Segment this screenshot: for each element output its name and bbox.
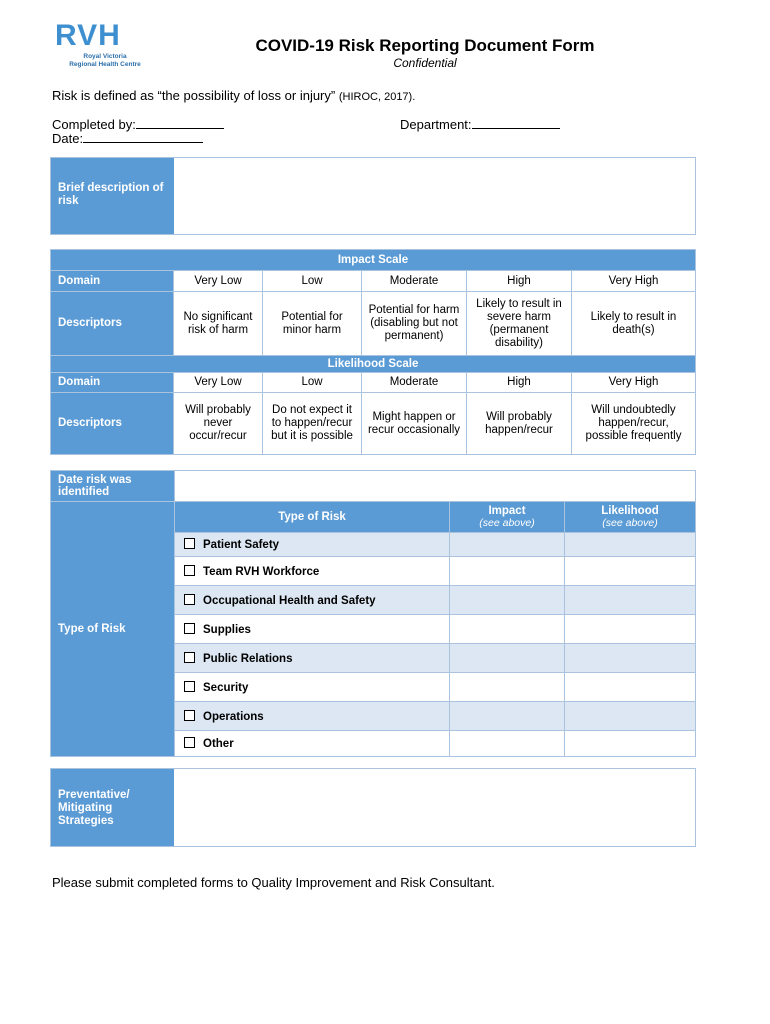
risk-item-label: Supplies (203, 623, 251, 636)
risk-item-operations[interactable] (175, 702, 450, 731)
department-line[interactable] (472, 116, 560, 129)
likelihood-cell[interactable] (565, 615, 696, 644)
type-of-risk-header: Type of Risk (175, 502, 450, 533)
checkbox[interactable] (184, 538, 195, 549)
impact-descriptors-label: Descriptors (51, 292, 174, 356)
impact-level: High (467, 271, 572, 292)
likelihood-descriptor: Will probably never occur/recur (174, 393, 263, 455)
impact-domain-label: Domain (51, 271, 174, 292)
impact-cell[interactable] (450, 702, 565, 731)
checkbox[interactable] (184, 681, 195, 692)
likelihood-level: Low (263, 373, 362, 393)
likelihood-level: Very Low (174, 373, 263, 393)
impact-likelihood-table (50, 249, 696, 455)
checkbox[interactable] (184, 594, 195, 605)
likelihood-level: Moderate (362, 373, 467, 393)
impact-descriptor: No significant risk of harm (174, 292, 263, 356)
impact-cell[interactable] (450, 644, 565, 673)
risk-item-security[interactable] (175, 673, 450, 702)
logo-line2: Regional Health Centre (69, 61, 141, 68)
likelihood-descriptor: Will undoubtedly happen/recur, possible frequently (572, 393, 696, 455)
risk-item-label: Other (203, 738, 234, 750)
likelihood-descriptors-label: Descriptors (51, 393, 174, 455)
footer-note: Please submit completed forms to Quality Improvement and Risk Consultant. (52, 875, 495, 890)
date-identified-label: Date risk was identified (51, 471, 175, 502)
impact-scale-title: Impact Scale (51, 250, 696, 271)
impact-cell[interactable] (450, 731, 565, 757)
risk-item-label: Team RVH Workforce (203, 565, 320, 578)
logo-subtitle (59, 53, 151, 69)
impact-level: Very High (572, 271, 696, 292)
likelihood-cell[interactable] (565, 731, 696, 757)
risk-item-label: Public Relations (203, 652, 293, 665)
definition-citation: (HIROC, 2017). (338, 91, 416, 103)
risk-item-other[interactable] (175, 731, 450, 757)
department-label: Department: (400, 117, 472, 132)
impact-descriptor: Likely to result in severe harm (permanent disability) (467, 292, 572, 356)
logo-letters: RVH (55, 19, 121, 52)
likelihood-header (565, 502, 696, 533)
likelihood-header-label: Likelihood (601, 505, 659, 517)
impact-cell[interactable] (450, 615, 565, 644)
impact-descriptor: Likely to result in death(s) (572, 292, 696, 356)
checkbox[interactable] (184, 710, 195, 721)
likelihood-descriptor: Might happen or recur occasionally (362, 393, 467, 455)
checkbox[interactable] (184, 623, 195, 634)
completed-by-line[interactable] (136, 116, 224, 129)
date-field[interactable] (52, 130, 203, 146)
impact-header-label: Impact (488, 505, 526, 517)
likelihood-cell[interactable] (565, 673, 696, 702)
checkbox[interactable] (184, 737, 195, 748)
likelihood-level: High (467, 373, 572, 393)
impact-cell[interactable] (450, 557, 565, 586)
department-field[interactable] (400, 116, 560, 132)
risk-item-label: Security (203, 681, 249, 694)
checkbox[interactable] (184, 652, 195, 663)
description-box[interactable] (50, 157, 696, 235)
risk-item-label: Occupational Health and Safety (203, 594, 376, 607)
impact-cell[interactable] (450, 586, 565, 615)
likelihood-level: Very High (572, 373, 696, 393)
likelihood-domain-label: Domain (51, 373, 174, 393)
likelihood-cell[interactable] (565, 586, 696, 615)
risk-item-patient-safety[interactable] (175, 533, 450, 557)
page-subtitle: Confidential (393, 56, 457, 70)
impact-descriptor: Potential for harm (disabling but not permanent) (362, 292, 467, 356)
likelihood-cell[interactable] (565, 644, 696, 673)
definition-text: Risk is defined as “the possibility of loss or injury” (52, 88, 336, 103)
risk-item-label: Operations (203, 710, 264, 723)
likelihood-cell[interactable] (565, 557, 696, 586)
page-title: COVID-19 Risk Reporting Document Form (255, 36, 595, 55)
risk-definition (52, 88, 415, 103)
likelihood-cell[interactable] (565, 702, 696, 731)
preventative-box[interactable] (50, 768, 696, 847)
impact-see-above: (see above) (479, 517, 535, 529)
impact-level: Very Low (174, 271, 263, 292)
date-identified-input[interactable] (175, 471, 696, 502)
likelihood-descriptor: Do not expect it to happen/recur but it is possible (263, 393, 362, 455)
impact-cell[interactable] (450, 673, 565, 702)
completed-by-label: Completed by: (52, 117, 136, 132)
likelihood-scale-title: Likelihood Scale (51, 356, 696, 373)
type-of-risk-side-label: Type of Risk (51, 502, 175, 757)
likelihood-descriptor: Will probably happen/recur (467, 393, 572, 455)
date-label: Date: (52, 131, 84, 146)
rvh-logo (55, 20, 145, 70)
impact-level: Low (263, 271, 362, 292)
date-line[interactable] (83, 130, 203, 143)
impact-level: Moderate (362, 271, 467, 292)
description-label: Brief description of risk (51, 158, 174, 234)
checkbox[interactable] (184, 565, 195, 576)
risk-item-team-rvh-workforce[interactable] (175, 557, 450, 586)
likelihood-cell[interactable] (565, 533, 696, 557)
impact-cell[interactable] (450, 533, 565, 557)
impact-descriptor: Potential for minor harm (263, 292, 362, 356)
impact-header (450, 502, 565, 533)
risk-item-occupational-health[interactable] (175, 586, 450, 615)
preventative-label: Preventative/ Mitigating Strategies (51, 769, 174, 846)
risk-item-supplies[interactable] (175, 615, 450, 644)
likelihood-see-above: (see above) (602, 517, 658, 529)
logo-line1: Royal Victoria (83, 53, 127, 60)
risk-type-table (50, 470, 696, 757)
risk-item-public-relations[interactable] (175, 644, 450, 673)
risk-item-label: Patient Safety (203, 539, 280, 551)
